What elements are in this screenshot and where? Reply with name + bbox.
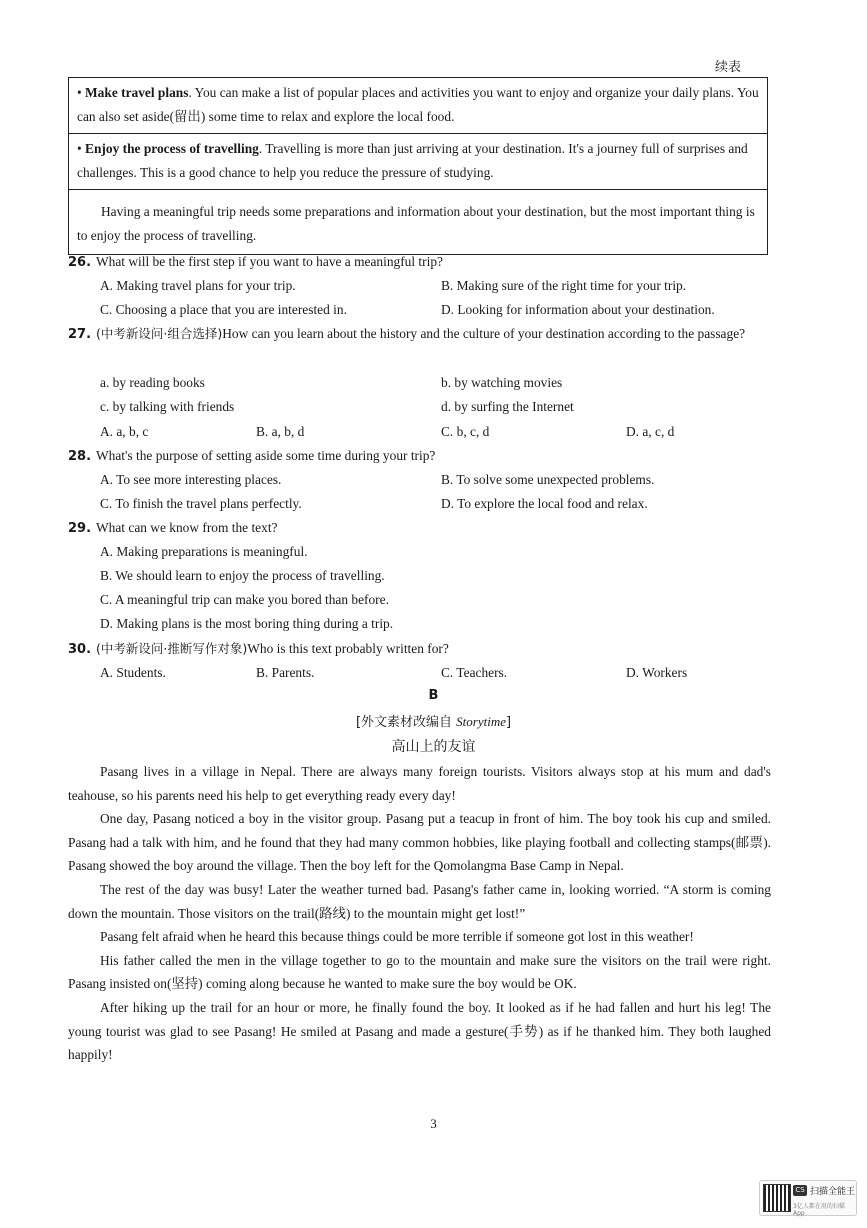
option-27a[interactable]: A. a, b, c: [100, 424, 149, 439]
qr-code-icon: [763, 1184, 791, 1212]
row1-text: . You can make a list of popular places and activities you want to enjoy and organize your daily plans. You can also set aside(留出) some time to relax and explore the local food.: [77, 85, 759, 124]
question-28: 28. What's the purpose of setting aside some time during your trip?: [68, 448, 436, 464]
table-row: • Make travel plans. You can make a list of popular places and activities you want to enjoy and organize your daily plans. You can also set aside(留出) some time to relax and explore the local food.: [69, 78, 768, 134]
option-26a[interactable]: A. Making travel plans for your trip.: [100, 278, 296, 293]
sub-option-d: d. by surfing the Internet: [441, 399, 574, 414]
summary-text: Having a meaningful trip needs some preparations and information about your destination, but the most important thing is to enjoy the process of travelling.: [69, 190, 768, 255]
row1-title: Make travel plans: [85, 85, 189, 100]
question-26: 26. What will be the first step if you want to have a meaningful trip?: [68, 254, 443, 270]
option-27c[interactable]: C. b, c, d: [441, 424, 490, 439]
option-29c[interactable]: C. A meaningful trip can make you bored than before.: [100, 592, 389, 607]
info-table: [68, 77, 768, 255]
table-row: • Enjoy the process of travelling. Travelling is more than just arriving at your destination. It's a journey full of surprises and challenges. This is a good chance to help you reduce the pressure of studying.: [69, 134, 768, 190]
option-28a[interactable]: A. To see more interesting places.: [100, 472, 282, 487]
continued-label: 续表: [714, 60, 741, 75]
sub-option-a: a. by reading books: [100, 375, 205, 390]
option-30d[interactable]: D. Workers: [626, 665, 688, 680]
scanner-logo-icon: CS: [793, 1185, 807, 1196]
option-26b[interactable]: B. Making sure of the right time for your trip.: [441, 278, 687, 293]
row2-text: . Travelling is more than just arriving at your destination. It's a journey full of surprises and challenges. This is a good chance to help you reduce the pressure of studying.: [77, 141, 748, 180]
option-30b[interactable]: B. Parents.: [256, 665, 315, 680]
sub-option-c: c. by talking with friends: [100, 399, 235, 414]
option-26d[interactable]: D. Looking for information about your destination.: [441, 302, 715, 317]
question-tag: (中考新设问·组合选择): [96, 326, 223, 341]
option-26c[interactable]: C. Choosing a place that you are interested in.: [100, 302, 347, 317]
option-28d[interactable]: D. To explore the local food and relax.: [441, 496, 648, 511]
source-note: [外文素材改编自 Storytime]: [355, 714, 512, 730]
scanner-watermark: [759, 1180, 857, 1216]
passage-title: 高山上的友谊: [391, 739, 476, 755]
paragraph: Pasang lives in a village in Nepal. There are always many foreign tourists. Visitors always stop at his mum and dad's teahouse, so his parents need his help to get everything ready every day!: [68, 764, 771, 803]
option-30c[interactable]: C. Teachers.: [441, 665, 508, 680]
question-27: 27. (中考新设问·组合选择)How can you learn about the history and the culture of your destination according to the passage?: [68, 326, 746, 342]
option-29b[interactable]: B. We should learn to enjoy the process of travelling.: [100, 568, 385, 583]
question-tag: (中考新设问·推断写作对象): [96, 641, 248, 656]
passage-body: [68, 760, 771, 1067]
table-row: [69, 190, 768, 255]
option-30a[interactable]: A. Students.: [100, 665, 166, 680]
scanner-tagline: 3亿人都在用的扫描App: [793, 1203, 845, 1217]
option-29a[interactable]: A. Making preparations is meaningful.: [100, 544, 308, 559]
paragraph: Pasang felt afraid when he heard this because things could be more terrible if someone got lost in this weather!: [100, 929, 694, 945]
option-27b[interactable]: B. a, b, d: [256, 424, 305, 439]
paragraph: After hiking up the trail for an hour or more, he finally found the boy. It looked as if he had fallen and hurt his leg! The young tourist was glad to see Pasang! He smiled at Pasang and made a gesture(手势) as if he thanked him. They both laughed happily!: [68, 999, 771, 1063]
sub-option-b: b. by watching movies: [441, 375, 563, 390]
question-30: 30. (中考新设问·推断写作对象)Who is this text probably written for?: [68, 641, 449, 657]
scanner-brand: 扫描全能王: [810, 1187, 856, 1197]
page-number: 3: [430, 1116, 437, 1131]
option-28c[interactable]: C. To finish the travel plans perfectly.: [100, 496, 302, 511]
option-27d[interactable]: D. a, c, d: [626, 424, 675, 439]
paragraph: His father called the men in the village together to go to the mountain and make sure the visitors on the trail were right. Pasang insisted on(坚持) coming along because he wanted to make sure the boy would be OK.: [68, 952, 771, 992]
section-letter: B: [428, 688, 439, 703]
question-29: 29. What can we know from the text?: [68, 520, 278, 536]
option-28b[interactable]: B. To solve some unexpected problems.: [441, 472, 655, 487]
row2-title: Enjoy the process of travelling: [85, 141, 259, 156]
option-29d[interactable]: D. Making plans is the most boring thing during a trip.: [100, 616, 394, 631]
paragraph: The rest of the day was busy! Later the weather turned bad. Pasang's father came in, looking worried. “A storm is coming down the mountain. Those visitors on the trail(路线) to the mountain might get lost!”: [68, 881, 771, 921]
paragraph: One day, Pasang noticed a boy in the visitor group. Pasang put a teacup in front of him. The boy took his cup and smiled. Pasang had a talk with him, and he found that they had many common hobbies, like playing football and collecting stamps(邮票). Pasang showed the boy around the village. Then the boy left for the Qomolangma Base Camp in Nepal.: [68, 811, 771, 874]
